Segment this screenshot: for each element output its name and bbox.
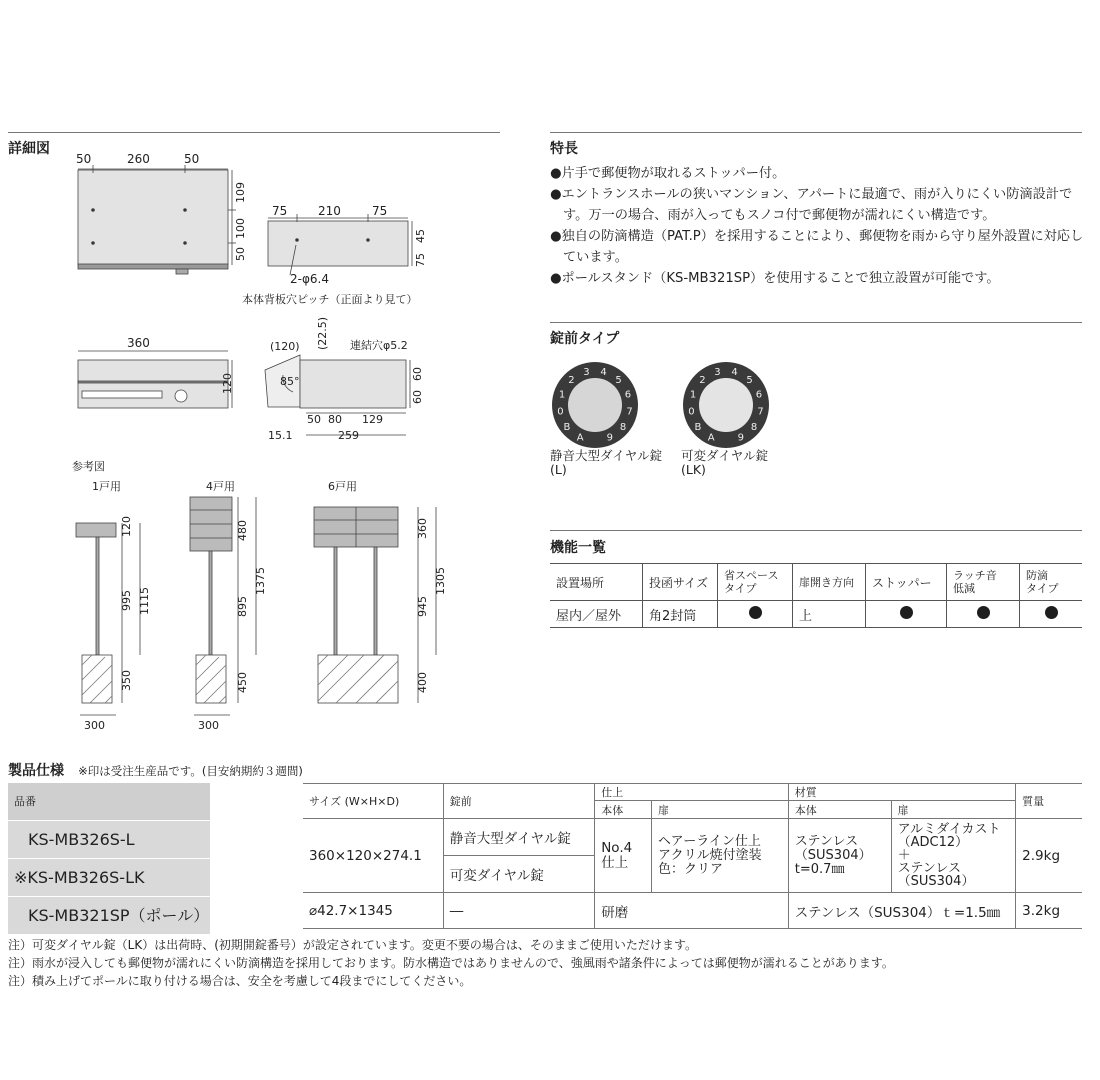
fv-latch: [947, 601, 1020, 628]
detail-drawing: [0, 145, 520, 735]
dial-char: 5: [615, 375, 622, 387]
ref-1-d2: 995: [120, 590, 133, 611]
product-kamb321sp: KS-MB321SP（ポール）: [8, 897, 210, 934]
dim-back-75b: 75: [372, 204, 388, 218]
fh-size: 投函サイズ: [643, 564, 718, 601]
pole-size: ⌀42.7×1345: [303, 893, 443, 929]
function-header-row: [550, 564, 1082, 601]
dim-side-60a: 60: [411, 367, 424, 381]
notes: [8, 936, 894, 990]
dial-char: 3: [714, 367, 721, 379]
fh-place: 設置場所: [550, 564, 643, 601]
dim-height-120: 120: [221, 373, 234, 394]
dial-char: 4: [600, 367, 607, 379]
fh-space: 省スペース タイプ: [718, 564, 793, 601]
hole-label: 2-φ6.4: [290, 272, 329, 286]
fh-latch: ラッチ音 低減: [947, 564, 1020, 601]
h-size: サイズ (W×H×D): [303, 784, 443, 819]
feature-item: ●片手で郵便物が取れるストッパー付。: [550, 166, 786, 181]
function-rule: [550, 530, 1082, 531]
dial-char: 9: [606, 432, 613, 444]
feature-item: ●ポールスタンド（KS-MB321SP）を使用することで独立設置が可能です。: [550, 271, 1000, 286]
h-finish-body: 本体: [595, 801, 652, 819]
dim-back-210: 210: [318, 204, 341, 218]
dim-back-75a: 75: [272, 204, 288, 218]
front-slot-view: [78, 336, 234, 408]
product-kamb326s-l: KS-MB326S-L: [8, 821, 210, 859]
dial-char: 5: [746, 375, 753, 387]
function-value-row: [550, 601, 1082, 628]
h-mat-door: 扉: [891, 801, 1016, 819]
h-finish-door: 扉: [652, 801, 789, 819]
fh-stopper: ストッパー: [866, 564, 947, 601]
dial-char: 1: [689, 389, 697, 401]
mat-body: ステンレス （SUS304） t=0.7㎜: [788, 819, 891, 893]
dim-side-259: 259: [338, 429, 359, 442]
spec-row-1: [303, 819, 1082, 856]
yes-dot: [900, 606, 913, 619]
lock-code-lk: (LK): [681, 462, 706, 477]
dial-char: 9: [737, 432, 744, 444]
mat-door: アルミダイカスト （ADC12） ＋ ステンレス （SUS304）: [891, 819, 1016, 893]
spec-row-3: [303, 893, 1082, 929]
yes-dot: [977, 606, 990, 619]
fh-drip: 防滴 タイプ: [1020, 564, 1083, 601]
dial-char: B: [694, 421, 702, 433]
back-view: [242, 204, 427, 306]
lock-dial-l: [550, 360, 640, 450]
lock-name-lk: 可変ダイヤル錠: [681, 448, 769, 463]
note-item: 注）積み上げてポールに取り付ける場合は、安全を考慮して4段までにしてください。: [8, 974, 472, 988]
dim-front-100: 100: [234, 218, 247, 239]
dim-front-260: 260: [127, 152, 150, 166]
detail-rule: [8, 132, 500, 133]
dial-char: 8: [750, 421, 758, 433]
ref-4-d1: 480: [236, 520, 249, 541]
lock-rule: [550, 322, 1082, 323]
side-angle: 85°: [280, 375, 300, 388]
fv-space: [718, 601, 793, 628]
dial-face: [699, 378, 753, 432]
dial-char: B: [563, 421, 571, 433]
ref-6-d4: 400: [416, 672, 429, 693]
spec-note: ※印は受注生産品です。(目安納期約３週間): [78, 764, 303, 778]
yes-dot: [1045, 606, 1058, 619]
ref-1-label: 1戸用: [92, 480, 121, 493]
ref-4-d3: 1375: [254, 567, 267, 595]
lock-dial-lk: [681, 360, 771, 450]
dial-char: 3: [583, 367, 590, 379]
note-item: 注）可変ダイヤル錠（LK）は出荷時、(初期開錠番号）が設定されています。変更不要の場合は、そのままご使用いただけます。: [8, 938, 697, 952]
weight-1: 2.9kg: [1016, 819, 1082, 893]
features-list: [550, 163, 1085, 289]
feature-item: ●エントランスホールの狭いマンション、アパートに最適で、雨が入りにくい防滴設計です。万一の場合、雨が入ってもスノコ付で郵便物が濡れにくい構造です。: [550, 187, 1073, 223]
ref-6-d2: 945: [416, 596, 429, 617]
dim-side-129: 129: [362, 413, 383, 426]
lock-type-title: 錠前タイプ: [550, 331, 620, 347]
size-1: 360×120×274.1: [303, 819, 443, 893]
lock-name-l: 静音大型ダイヤル錠: [550, 448, 663, 463]
ref-4-d2: 895: [236, 596, 249, 617]
fv-drip: [1020, 601, 1083, 628]
front-view: [76, 152, 247, 274]
dial-char: 0: [557, 406, 564, 418]
side-view: [265, 317, 424, 442]
dim-side-151: 15.1: [268, 429, 293, 442]
dial-char: 2: [568, 375, 575, 387]
dial-char: 7: [757, 406, 764, 418]
dial-char: 1: [558, 389, 566, 401]
features-rule: [550, 132, 1082, 133]
dial-char: 7: [626, 406, 633, 418]
h-finish: 仕上: [595, 784, 789, 801]
dial-char: 6: [624, 389, 632, 401]
feature-item: ●独自の防滴構造（PAT.P）を採用することにより、郵便物を雨から守り屋外設置に対応しています。: [550, 229, 1084, 265]
ref-1-d3: 1115: [138, 587, 151, 615]
note-item: 注）雨水が浸入しても郵便物が濡れにくい防滴構造を採用しております。防水構造ではありませんので、強風雨や諸条件によっては郵便物が濡れることがあります。: [8, 956, 894, 970]
ref-6-d1: 360: [416, 518, 429, 539]
side-hole-label: 連結穴φ5.2: [350, 339, 408, 352]
function-table: [550, 563, 1082, 628]
fv-place: 屋内／屋外: [550, 601, 643, 628]
back-caption: 本体背板穴ピッチ（正面より見て）: [242, 293, 418, 306]
h-lock: 錠前: [443, 784, 594, 819]
fv-size: 角2封筒: [643, 601, 718, 628]
dial-char: 6: [755, 389, 763, 401]
spec-table: [303, 783, 1082, 929]
dim-side-50: 50: [307, 413, 321, 426]
hinban-header: 品番: [8, 783, 210, 821]
dim-side-60b: 60: [411, 390, 424, 404]
detail-title: 詳細図: [8, 141, 50, 157]
hinban-column: [8, 783, 210, 934]
pole-finish: 研磨: [595, 893, 789, 929]
spec-title: 製品仕様: [8, 763, 64, 779]
finish-door: ヘアーライン仕上 アクリル焼付塗装 色：クリア: [652, 819, 789, 893]
h-material: 材質: [788, 784, 1015, 801]
ref-1-w: 300: [84, 719, 105, 732]
lock-code-l: (L): [550, 462, 567, 477]
pole-weight: 3.2kg: [1016, 893, 1082, 929]
product-kamb326s-lk: ※KS-MB326S-LK: [8, 859, 210, 897]
function-list-title: 機能一覧: [550, 540, 606, 556]
fh-door: 扉開き方向: [793, 564, 866, 601]
ref-6-label: 6戸用: [328, 480, 357, 493]
reference-drawings: [72, 459, 447, 732]
spec-header-row-1: [303, 784, 1082, 801]
ref-4-label: 4戸用: [206, 480, 235, 493]
finish-body: No.4 仕上: [595, 819, 652, 893]
ref-4-d4: 450: [236, 672, 249, 693]
pole-lock: ―: [443, 893, 594, 929]
dim-width-360: 360: [127, 336, 150, 350]
dial-char: 4: [731, 367, 738, 379]
dial-char: 0: [688, 406, 695, 418]
ref-1-d4: 350: [120, 670, 133, 691]
reference-title: 参考図: [72, 460, 105, 473]
dial-char: 2: [699, 375, 706, 387]
lock-l: 静音大型ダイヤル錠: [443, 819, 594, 856]
fv-stopper: [866, 601, 947, 628]
dim-front-109: 109: [234, 182, 247, 203]
features-title: 特長: [550, 141, 578, 157]
dim-side-120: (120): [270, 340, 300, 353]
h-mat-body: 本体: [788, 801, 891, 819]
yes-dot: [749, 606, 762, 619]
dim-front-50b: 50: [184, 152, 200, 166]
dim-front-50: 50: [234, 247, 247, 261]
h-weight: 質量: [1016, 784, 1082, 819]
dial-char: 8: [619, 421, 627, 433]
lock-lk: 可変ダイヤル錠: [443, 856, 594, 893]
fv-door: 上: [793, 601, 866, 628]
ref-6-d3: 1305: [434, 567, 447, 595]
dial-char: A: [707, 432, 715, 444]
dial-char: A: [576, 432, 584, 444]
dim-side-225: (22.5): [316, 316, 329, 350]
pole-material: ステンレス（SUS304）ｔ=1.5㎜: [788, 893, 1015, 929]
dim-back-75: 75: [414, 253, 427, 267]
dim-back-45: 45: [414, 229, 427, 243]
spec-title-row: [8, 760, 303, 780]
ref-4-w: 300: [198, 719, 219, 732]
dim-side-80: 80: [328, 413, 342, 426]
dial-face: [568, 378, 622, 432]
ref-1-d1: 120: [120, 516, 133, 537]
dim-front-50a: 50: [76, 152, 92, 166]
